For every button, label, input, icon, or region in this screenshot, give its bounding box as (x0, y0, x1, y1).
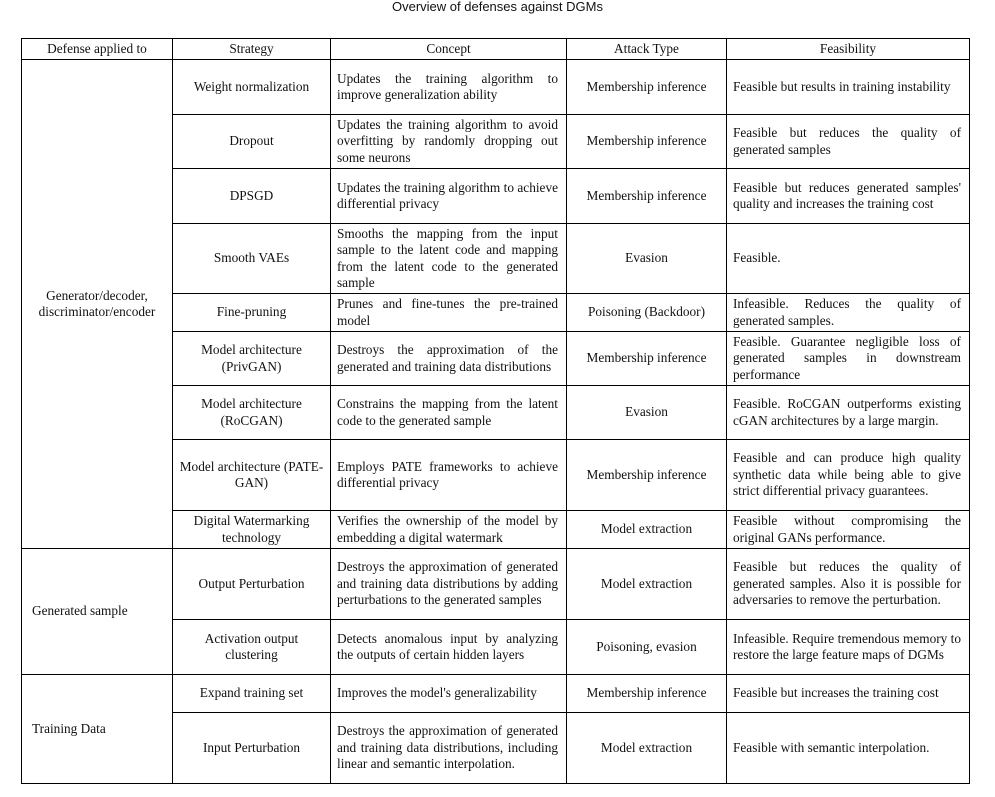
strategy-cell: Model architecture (RoCGAN) (173, 386, 331, 440)
feasibility-cell: Feasible without compromising the original GANs performance. (727, 511, 970, 549)
concept-cell: Detects anomalous input by analyzing the outputs of certain hidden layers (331, 620, 567, 675)
feasibility-cell: Feasible. Guarantee negligible loss of generated samples in downstream performance (727, 332, 970, 386)
attack-type-cell: Membership inference (567, 675, 727, 713)
strategy-cell: Expand training set (173, 675, 331, 713)
attack-type-cell: Poisoning (Backdoor) (567, 294, 727, 332)
feasibility-cell: Feasible but results in training instability (727, 60, 970, 115)
strategy-cell: Digital Watermarking technology (173, 511, 331, 549)
group-cell: Training Data (22, 675, 173, 784)
strategy-cell: Input Perturbation (173, 713, 331, 784)
header-concept: Concept (331, 39, 567, 60)
header-strategy: Strategy (173, 39, 331, 60)
strategy-cell: DPSGD (173, 169, 331, 224)
attack-type-cell: Membership inference (567, 332, 727, 386)
strategy-cell: Activation output clustering (173, 620, 331, 675)
table-row (22, 675, 970, 713)
attack-type-cell: Membership inference (567, 440, 727, 511)
strategy-cell: Dropout (173, 115, 331, 169)
feasibility-cell: Feasible with semantic interpolation. (727, 713, 970, 784)
feasibility-cell: Feasible. RoCGAN outperforms existing cGAN architectures by a large margin. (727, 386, 970, 440)
attack-type-cell: Evasion (567, 224, 727, 294)
attack-type-cell: Poisoning, evasion (567, 620, 727, 675)
concept-cell: Destroys the approximation of the generated and training data distributions (331, 332, 567, 386)
feasibility-cell: Infeasible. Reduces the quality of generated samples. (727, 294, 970, 332)
concept-cell: Destroys the approximation of generated and training data distributions, including linear and semantic interpolation. (331, 713, 567, 784)
feasibility-cell: Feasible. (727, 224, 970, 294)
attack-type-cell: Evasion (567, 386, 727, 440)
concept-cell: Constrains the mapping from the latent code to the generated sample (331, 386, 567, 440)
concept-cell: Employs PATE frameworks to achieve differential privacy (331, 440, 567, 511)
attack-type-cell: Membership inference (567, 115, 727, 169)
concept-cell: Smooths the mapping from the input sample to the latent code and mapping from the latent code to the generated sample (331, 224, 567, 294)
defenses-table (21, 38, 970, 784)
strategy-cell: Output Perturbation (173, 549, 331, 620)
feasibility-cell: Feasible but reduces the quality of generated samples. Also it is possible for adversaries to remove the perturbation. (727, 549, 970, 620)
table-row (22, 60, 970, 115)
table-row (22, 549, 970, 620)
concept-cell: Updates the training algorithm to achieve differential privacy (331, 169, 567, 224)
concept-cell: Updates the training algorithm to avoid overfitting by randomly dropping out some neurons (331, 115, 567, 169)
concept-cell: Updates the training algorithm to improve generalization ability (331, 60, 567, 115)
strategy-cell: Model architecture (PrivGAN) (173, 332, 331, 386)
concept-cell: Improves the model's generalizability (331, 675, 567, 713)
strategy-cell: Weight normalization (173, 60, 331, 115)
header-feasibility: Feasibility (727, 39, 970, 60)
group-cell: Generated sample (22, 549, 173, 675)
feasibility-cell: Feasible but increases the training cost (727, 675, 970, 713)
attack-type-cell: Membership inference (567, 169, 727, 224)
header-defense-applied-to: Defense applied to (22, 39, 173, 60)
attack-type-cell: Membership inference (567, 60, 727, 115)
strategy-cell: Fine-pruning (173, 294, 331, 332)
feasibility-cell: Infeasible. Require tremendous memory to restore the large feature maps of DGMs (727, 620, 970, 675)
concept-cell: Verifies the ownership of the model by embedding a digital watermark (331, 511, 567, 549)
attack-type-cell: Model extraction (567, 549, 727, 620)
attack-type-cell: Model extraction (567, 713, 727, 784)
concept-cell: Prunes and fine-tunes the pre-trained model (331, 294, 567, 332)
feasibility-cell: Feasible but reduces the quality of generated samples (727, 115, 970, 169)
strategy-cell: Smooth VAEs (173, 224, 331, 294)
header-attack-type: Attack Type (567, 39, 727, 60)
header-row (22, 39, 970, 60)
concept-cell: Destroys the approximation of generated and training data distributions by adding perturbations to the generated samples (331, 549, 567, 620)
group-cell: Generator/decoder, discriminator/encoder (22, 60, 173, 549)
feasibility-cell: Feasible and can produce high quality synthetic data while being able to give strict differential privacy guarantees. (727, 440, 970, 511)
strategy-cell: Model architecture (PATE-GAN) (173, 440, 331, 511)
table-caption: Overview of defenses against DGMs (392, 0, 603, 14)
attack-type-cell: Model extraction (567, 511, 727, 549)
feasibility-cell: Feasible but reduces generated samples' quality and increases the training cost (727, 169, 970, 224)
